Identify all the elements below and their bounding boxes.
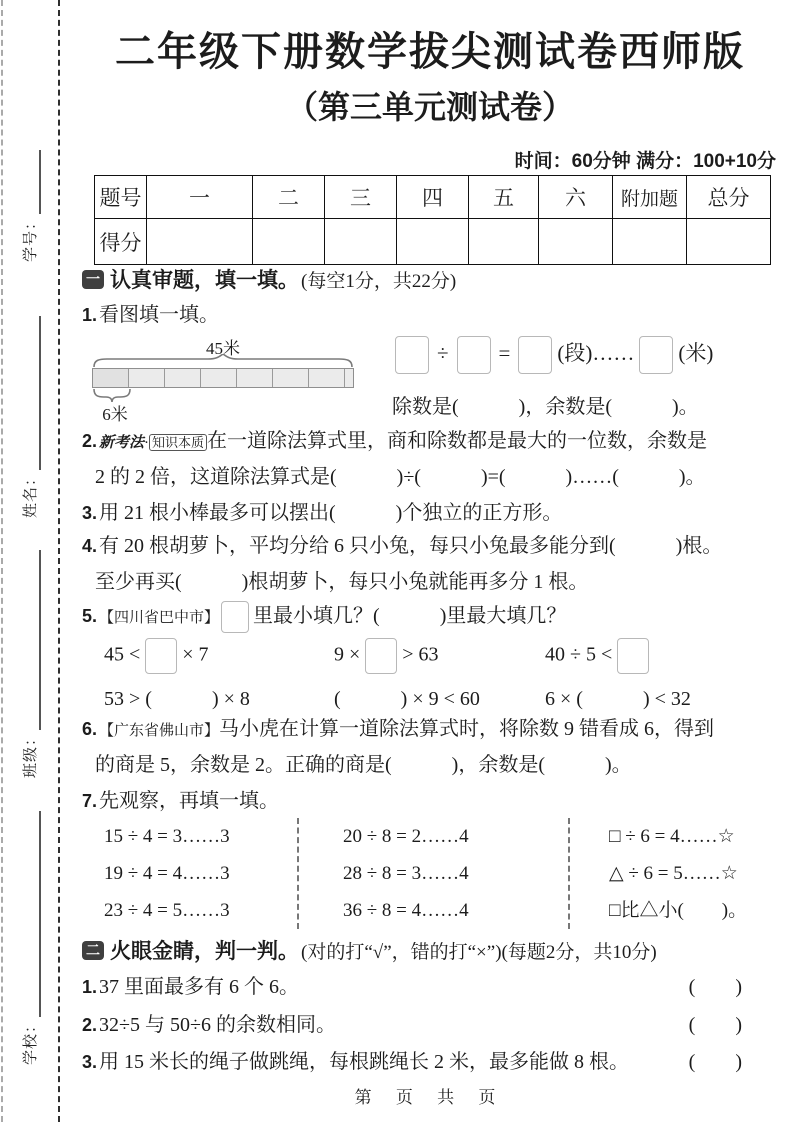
unit-duan: (段) (557, 340, 593, 365)
section-two-header (82, 935, 657, 965)
answer-box[interactable] (518, 336, 552, 374)
top-brace (92, 354, 354, 368)
page-title: 二年级下册数学拔尖测试卷西师版 (115, 30, 745, 74)
q7-equation: 15 ÷ 4 = 3……3 (104, 826, 230, 847)
section-one-icon: 一 (82, 270, 104, 289)
page-footer: 第 页 共 页 (354, 1088, 506, 1107)
seal-blank-line (35, 150, 41, 214)
q5-item: ( ) × 9 < 60 (334, 688, 480, 710)
seal-field-name (15, 312, 41, 518)
seal-label-school: 学校： (23, 1016, 39, 1065)
judge-item (82, 970, 750, 999)
q7-equation: 19 ÷ 4 = 4……3 (104, 863, 230, 884)
seal-blank-line (35, 550, 41, 730)
judge-statement: 32÷5 与 50÷6 的余数相同。 (99, 1014, 336, 1036)
score-empty-cell[interactable] (397, 219, 469, 265)
q7-equation: □比△小( )。 (609, 900, 748, 921)
seal-field-school (15, 807, 41, 1065)
new-method-badge: 新考法 (99, 434, 145, 451)
judge-item-text (82, 1008, 336, 1037)
page-edge-dash-line (1, 0, 3, 1122)
score-header-cell: 题号 (95, 176, 147, 219)
section-one-title: 认真审题，填一填。 (110, 269, 299, 292)
judge-statement: 37 里面最多有 6 个 6。 (99, 976, 300, 998)
score-empty-cell[interactable] (613, 219, 687, 265)
q7-equation: 20 ÷ 8 = 2……4 (343, 826, 469, 847)
question-5-source: 【四川省巴中市】 (99, 610, 220, 626)
q5-item: 6 × ( ) < 32 (545, 688, 691, 710)
seal-field-student-number (15, 146, 41, 262)
judge-item-text (82, 970, 299, 999)
judge-statement: 用 15 米长的绳子做跳绳，每根跳绳长 2 米，最多能做 8 根。 (99, 1051, 630, 1073)
divide-sign: ÷ (437, 340, 449, 365)
question-1-text: 看图填一填。 (99, 304, 220, 326)
score-header-cell: 附加题 (613, 176, 687, 219)
answer-box[interactable] (145, 638, 177, 674)
score-header-cell: 总分 (687, 176, 771, 219)
answer-box[interactable] (457, 336, 491, 374)
q7-equation: △ ÷ 6 = 5……☆ (609, 863, 738, 884)
question-1-line2: 除数是( )，余数是( )。 (392, 396, 699, 418)
seal-field-class (15, 546, 41, 778)
question-6-line2: 的商是 5，余数是 2。正确的商是( )，余数是( )。 (95, 754, 632, 776)
question-3 (82, 496, 562, 525)
question-2-line1: 在一道除法算式里，商和除数都是最大的一位数，余数是 (207, 430, 708, 452)
unit-mi: (米) (678, 340, 714, 365)
question-4-line2: 至少再买( )根胡萝卜，每只小兔就能再多分 1 根。 (95, 571, 589, 593)
q7-equation: 36 ÷ 8 = 4……4 (343, 900, 469, 921)
answer-box[interactable] (395, 336, 429, 374)
knowledge-essence-badge: 知识本质 (149, 434, 207, 451)
question-4-number: 4. (82, 536, 98, 556)
q7-column-1 (94, 818, 297, 929)
section-one-header (82, 264, 456, 294)
seal-label-student-number: 学号： (23, 213, 39, 262)
q5-expression-pre: 9 × (334, 643, 361, 666)
section-one-note: (每空1分，共22分) (301, 270, 457, 292)
score-table-score-row (95, 219, 771, 265)
question-1-equation (390, 336, 713, 374)
score-row-label: 得分 (95, 219, 147, 265)
q7-column-3 (568, 818, 793, 929)
score-empty-cell[interactable] (325, 219, 397, 265)
answer-box[interactable] (617, 638, 649, 674)
seal-dashed-line (58, 0, 60, 1122)
question-6-number: 6. (82, 719, 98, 739)
score-table (94, 175, 771, 265)
question-2-line2: 2 的 2 倍，这道除法算式是( )÷( )=( )……( )。 (95, 466, 706, 488)
bar-segment (237, 369, 273, 387)
score-table-header-row (95, 176, 771, 219)
judge-item (82, 1045, 750, 1074)
judge-answer-blank[interactable]: ( ) (688, 1014, 742, 1036)
section-two-note: (对的打“√”，错的打“×”)(每题2分，共10分) (301, 941, 657, 963)
question-1-number: 1. (82, 305, 98, 325)
question-5 (82, 599, 566, 633)
question-6-line1: 马小虎在计算一道除法算式时，将除数 9 错看成 6，得到 (219, 718, 715, 740)
diagram-total-length-label: 45米 (206, 339, 240, 358)
judge-answer-blank[interactable]: ( ) (688, 976, 742, 998)
badge-dot: · (144, 435, 150, 451)
question-1 (82, 298, 219, 327)
score-empty-cell[interactable] (539, 219, 613, 265)
answer-box[interactable] (365, 638, 397, 674)
score-empty-cell[interactable] (469, 219, 539, 265)
q5-expression-pre: 40 ÷ 5 < (545, 643, 613, 666)
score-empty-cell[interactable] (147, 219, 253, 265)
question-4 (82, 529, 722, 558)
judge-item-number: 2. (82, 1015, 98, 1035)
remainder-dots: …… (592, 340, 635, 365)
score-header-cell: 五 (469, 176, 539, 219)
q5-item (545, 638, 654, 674)
diagram-unit-length-label: 6米 (102, 405, 128, 424)
score-header-cell: 四 (397, 176, 469, 219)
question-7-pattern-table (94, 818, 793, 929)
score-header-cell: 一 (147, 176, 253, 219)
q5-item (104, 638, 209, 674)
q7-column-2 (297, 818, 568, 929)
section-two-icon: 二 (82, 941, 104, 960)
judge-answer-blank[interactable]: ( ) (688, 1051, 742, 1073)
answer-box[interactable] (639, 336, 673, 374)
score-header-cell: 二 (253, 176, 325, 219)
question-4-line1: 有 20 根胡萝卜，平均分给 6 只小兔，每只小兔最多能分到( )根。 (99, 535, 723, 557)
judge-item-number: 1. (82, 977, 98, 997)
question-2 (82, 424, 707, 453)
equals-sign: = (498, 340, 511, 365)
segmented-bar (92, 368, 354, 388)
seal-label-name: 姓名： (23, 469, 39, 518)
question-5-prompt: 里最小填几？( )里最大填几？ (253, 605, 567, 627)
question-3-number: 3. (82, 503, 98, 523)
q5-item (334, 638, 439, 674)
question-3-text: 用 21 根小棒最多可以摆出( )个独立的正方形。 (99, 502, 563, 524)
q5-expression-post: × 7 (182, 643, 209, 666)
question-7-number: 7. (82, 791, 98, 811)
seal-blank-line (35, 316, 41, 470)
bar-segment (273, 369, 309, 387)
q5-expression-post: > 63 (402, 643, 439, 666)
q7-equation: □ ÷ 6 = 4……☆ (609, 826, 735, 847)
question-2-number: 2. (82, 431, 98, 451)
judge-item (82, 1008, 750, 1037)
q7-equation: 23 ÷ 4 = 5……3 (104, 900, 230, 921)
bar-segment (129, 369, 165, 387)
score-empty-cell[interactable] (253, 219, 325, 265)
q7-equation: 28 ÷ 8 = 3……4 (343, 863, 469, 884)
bar-segment (165, 369, 201, 387)
answer-box[interactable] (221, 601, 249, 633)
time-score-info: 时间：60分钟 满分：100+10分 (514, 151, 776, 172)
seal-blank-line (35, 811, 41, 1017)
question-7 (82, 784, 279, 813)
question-7-text: 先观察，再填一填。 (99, 790, 280, 812)
section-two-title: 火眼金睛，判一判。 (110, 940, 299, 963)
judge-item-number: 3. (82, 1052, 98, 1072)
score-header-cell: 六 (539, 176, 613, 219)
seal-label-class: 班级： (23, 729, 39, 778)
score-empty-cell[interactable] (687, 219, 771, 265)
bar-segment-remainder (345, 369, 353, 387)
q5-expression-pre: 45 < (104, 643, 141, 666)
q5-item: 53 > ( ) × 8 (104, 688, 250, 710)
question-6 (82, 712, 714, 741)
page-subtitle: （第三单元测试卷） (285, 89, 574, 125)
judge-item-text (82, 1045, 629, 1074)
question-6-source: 【广东省佛山市】 (99, 723, 220, 739)
bar-segment (309, 369, 345, 387)
bar-segment (93, 369, 129, 387)
bar-segment (201, 369, 237, 387)
question-5-number: 5. (82, 606, 98, 626)
score-header-cell: 三 (325, 176, 397, 219)
